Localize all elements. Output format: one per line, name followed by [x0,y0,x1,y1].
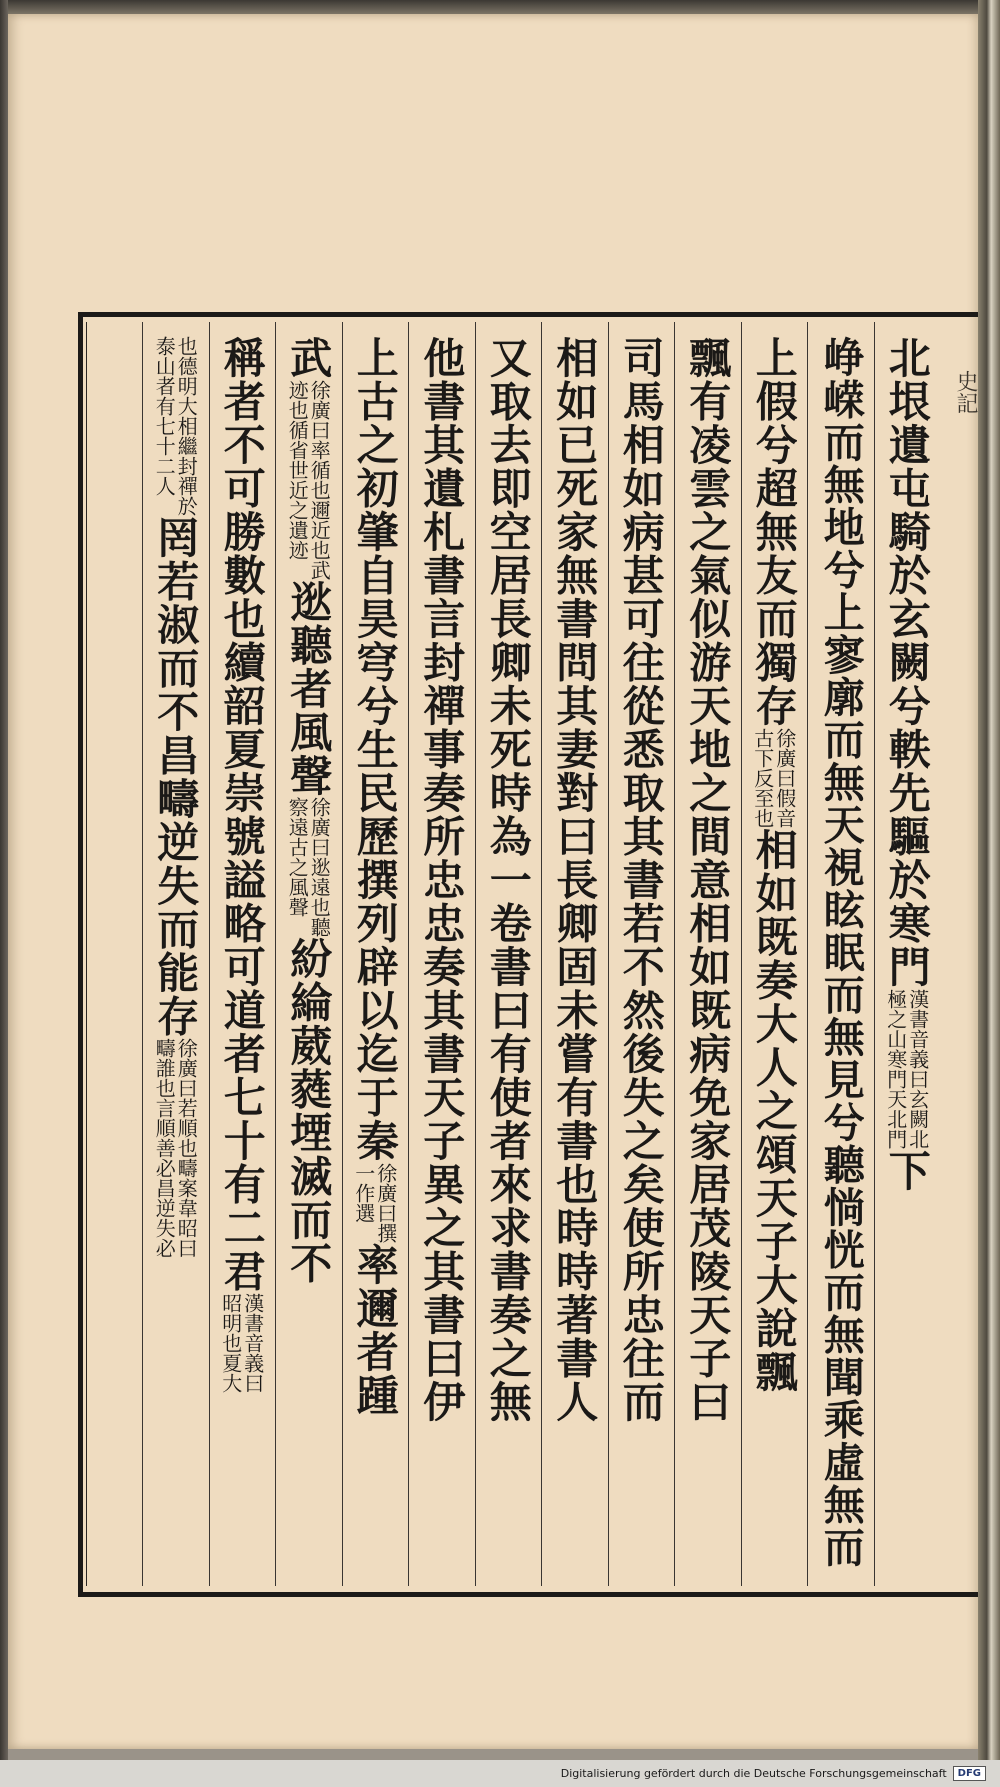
commentary-note [152,336,199,516]
main-text: 武 [284,336,334,380]
footer-bar [0,1760,1000,1787]
commentary-note [152,1038,199,1258]
book-top-edge [0,0,1000,14]
text-column [475,336,542,1424]
text-column [874,336,941,1192]
commentary-line: 察遠古之風聲 [285,797,310,917]
footer-credit: Digitalisierung gefördert durch die Deutsche Forschungsgemeinschaft [560,1767,947,1780]
commentary-line: 昭明也夏大 [218,1293,243,1393]
main-text: 司馬相如病甚可往從悉取其書若不然後失之矣使所忠往而 [616,336,666,1424]
margin-label: 史記 [953,370,978,414]
commentary-line: 迹也循省世近之遺迹 [285,379,310,560]
commentary-line: 古下反至也 [750,727,775,828]
main-text: 北垠遺屯騎於玄闕兮軼先驅於寒門 [882,336,932,989]
text-column [209,336,276,1393]
commentary-note [750,727,797,828]
commentary-line: 極之山寒門天北門 [883,988,908,1149]
commentary-line: 徐廣曰逖遠也聽 [307,797,332,937]
main-text: 又取去即空居長卿未死時為一卷書曰有使者來求書奏之無 [483,336,533,1424]
main-text: 罔若淑而不昌疇逆失而能存 [151,516,201,1038]
commentary-line: 徐廣曰假音 [772,727,797,828]
text-column [741,336,808,1393]
commentary-line: 徐廣曰撰 [373,1162,398,1243]
commentary-line: 也德明大相繼封禪於 [174,336,199,516]
commentary-line: 疇誰也言順善必昌逆失必 [152,1038,177,1258]
main-text: 紛綸葳蕤堙滅而不 [284,937,334,1285]
main-text: 下 [882,1148,932,1192]
commentary-line: 泰山者有七十二人 [152,336,177,496]
main-text: 飄有凌雲之氣似游天地之間意相如既病免家居茂陵天子曰 [683,336,733,1424]
main-text: 他書其遺札書言封禪事奏所忠忠奏其書天子異之其書曰伊 [417,336,467,1424]
main-text: 率邇者踵 [350,1242,400,1417]
book-fore-edge [978,0,1000,1787]
commentary-line: 徐廣曰率循也邇近也武 [307,379,332,580]
main-text: 逖聽者風聲 [284,579,334,797]
main-text: 上假兮超無友而獨存 [749,336,799,728]
text-column [807,336,874,1569]
main-text: 上古之初肇自昊穹兮生民歷撰列辟以迄于秦 [350,336,400,1163]
commentary-note [218,1293,265,1393]
text-column [408,336,475,1424]
text-column [142,336,209,1258]
commentary-line: 徐廣曰若順也疇案韋昭曰 [174,1038,199,1258]
commentary-line: 漢書音義曰 [240,1293,265,1393]
commentary-line: 漢書音義曰玄闕北 [905,988,930,1149]
book-left-edge [0,0,8,1787]
commentary-note [285,797,332,937]
commentary-note [285,379,332,580]
main-text: 相如既奏大人之頌天子大說飄 [749,827,799,1393]
dfg-logo: DFG [953,1766,986,1781]
text-column [674,336,741,1424]
commentary-line: 一作選 [351,1162,376,1223]
text-column [541,336,608,1424]
text-column [608,336,675,1424]
main-text: 稱者不可勝數也續韶夏崇號謚略可道者七十有二君 [217,336,267,1293]
commentary-note [883,988,930,1149]
main-text: 峥嵘而無地兮上寥廓而無天視眩眠而無見兮聽惝恍而無聞乘虛無而 [816,336,865,1569]
text-column [275,336,342,1285]
commentary-note [351,1162,398,1243]
text-column [342,336,409,1417]
main-text: 相如已死家無書問其妻對曰長卿固未嘗有書也時時著書人 [550,336,600,1424]
